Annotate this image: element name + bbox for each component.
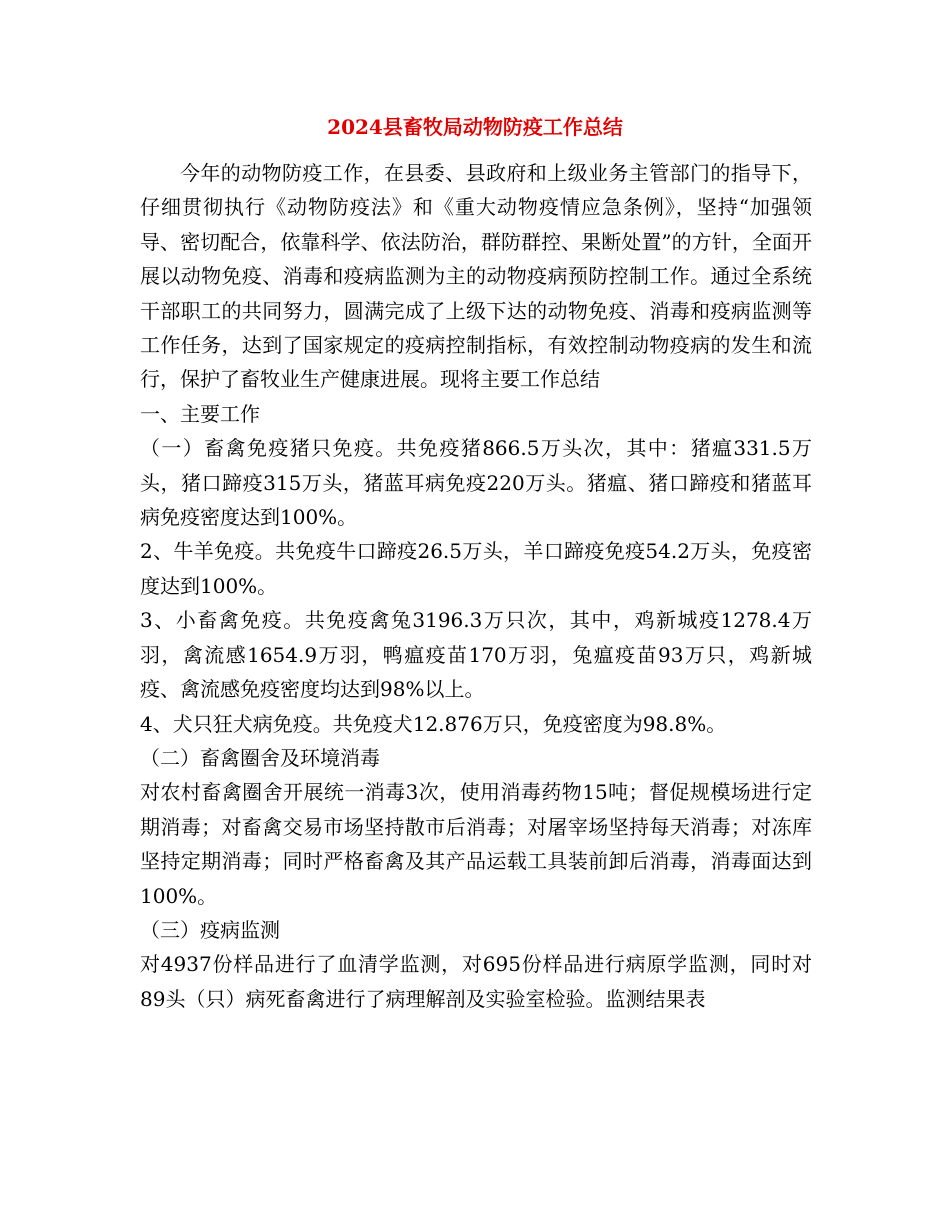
section-heading-monitoring: （三）疫病监测 [140,917,280,942]
paragraph-pig-immunization: （一）畜禽免疫猪只免疫。共免疫猪866.5万头次，其中：猪瘟331.5万头，猪口蹄疫315万头，猪蓝耳病免疫220万头。猪瘟、猪口蹄疫和猪蓝耳病免疫密度达到100%。 [140,436,812,530]
paragraph-monitoring: 对4937份样品进行了血清学监测，对695份样品进行病原学监测，同时对89头（只）病死畜禽进行了病理解剖及实验室检验。监测结果表 [140,952,812,1011]
document-title: 2024县畜牧局动物防疫工作总结 [327,115,623,139]
paragraph-intro: 今年的动物防疫工作，在县委、县政府和上级业务主管部门的指导下，仔细贯彻执行《动物防疫法》和《重大动物疫情应急条例》，坚持“加强领导、密切配合，依靠科学、依法防治，群防群控、果断处置”的方针，全面开展以动物免疫、消毒和疫病监测为主的动物疫病预防控制工作。通过全系统干部职工的共同努力，圆满完成了上级下达的动物免疫、消毒和疫病监测等工作任务，达到了国家规定的疫病控制指标，有效控制动物疫病的发生和流行，保护了畜牧业生产健康进展。现将主要工作总结 [140,161,812,392]
section-heading-disinfection: （二）畜禽圈舍及环境消毒 [140,745,380,770]
paragraph-cattle-sheep-immunization: 2、牛羊免疫。共免疫牛口蹄疫26.5万头，羊口蹄疫免疫54.2万头，免疫密度达到100%。 [140,539,812,598]
paragraph-rabies-immunization: 4、犬只狂犬病免疫。共免疫犬12.876万只，免疫密度为98.8%。 [140,711,727,736]
paragraph-disinfection: 对农村畜禽圈舍开展统一消毒3次，使用消毒药物15吨；督促规模场进行定期消毒；对畜禽交易市场坚持散市后消毒；对屠宰场坚持每天消毒；对冻库坚持定期消毒；同时严格畜禽及其产品运载工具装前卸后消毒，消毒面达到100%。 [140,780,812,908]
document-body [140,156,812,1016]
section-heading-main-work: 一、主要工作 [140,401,260,426]
paragraph-poultry-immunization: 3、小畜禽免疫。共免疫禽兔3196.3万只次，其中，鸡新城疫1278.4万羽，禽流感1654.9万羽，鸭瘟疫苗170万羽，兔瘟疫苗93万只，鸡新城疫、禽流感免疫密度均达到98%以上。 [140,608,812,702]
